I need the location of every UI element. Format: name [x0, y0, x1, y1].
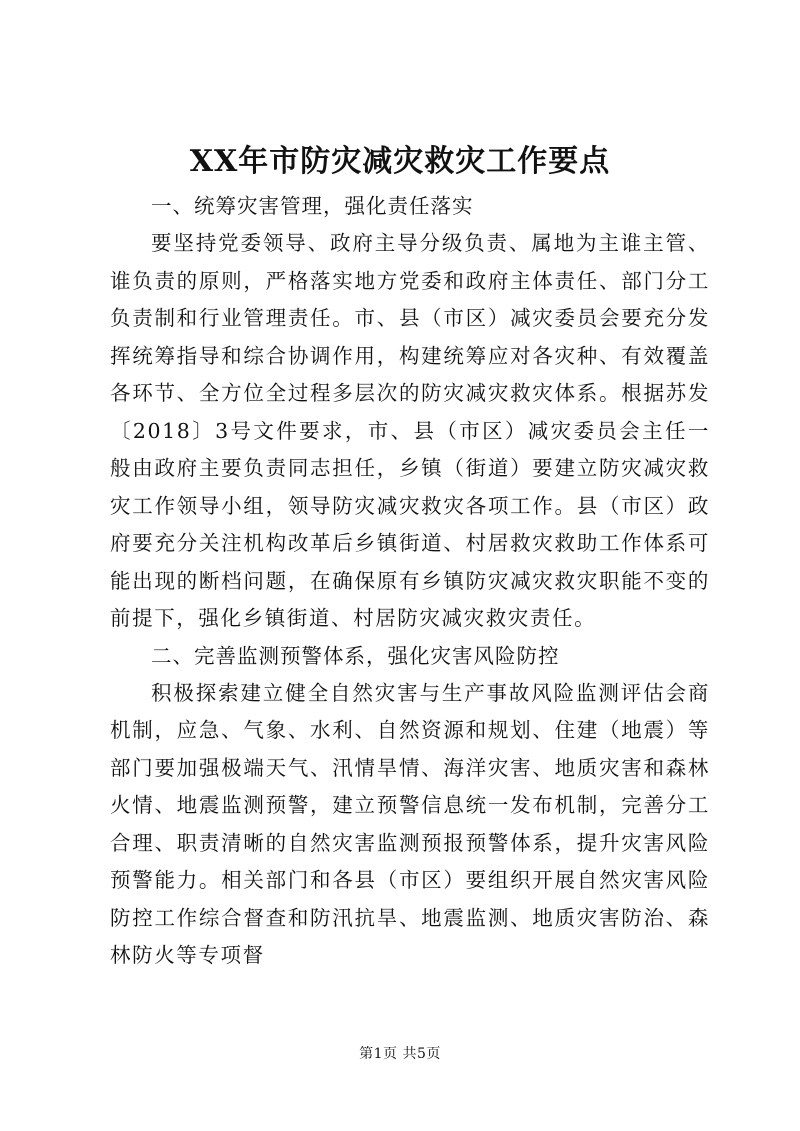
document-body: [110, 188, 710, 975]
section-paragraph-2: 积极探索建立健全自然灾害与生产事故风险监测评估会商机制，应急、气象、水利、自然资源和规划、住建（地震）等部门要加强极端天气、汛情旱情、海洋灾害、地质灾害和森林火情、地震监测预警，建立预警信息统一发布机制，完善分工合理、职责清晰的自然灾害监测预报预警体系，提升灾害风险预警能力。相关部门和各县（市区）要组织开展自然灾害风险防控工作综合督查和防汛抗旱、地震监测、地质灾害防治、森林防火等专项督: [110, 680, 710, 967]
section-heading-2: 二、完善监测预警体系，强化灾害风险防控: [151, 643, 560, 668]
section-paragraph-1: 要坚持党委领导、政府主导分级负责、属地为主谁主管、谁负责的原则，严格落实地方党委和政府主体责任、部门分工负责制和行业管理责任。市、县（市区）减灾委员会要充分发挥统筹指导和综合协调作用，构建统筹应对各灾种、有效覆盖各环节、全方位全过程多层次的防灾减灾救灾体系。根据苏发〔2018〕3号文件要求，市、县（市区）减灾委员会主任一般由政府主要负责同志担任，乡镇（街道）要建立防灾减灾救灾工作领导小组，领导防灾减灾救灾各项工作。县（市区）政府要充分关注机构改革后乡镇街道、村居救灾救助工作体系可能出现的断档问题，在确保原有乡镇防灾减灾救灾职能不变的前提下，强化乡镇街道、村居防灾减灾救灾责任。: [110, 231, 710, 630]
page-footer: 第1页 共5页: [359, 1046, 441, 1062]
document-title: XX年市防灾减灾救灾工作要点: [189, 144, 611, 179]
section-heading-1: 一、统筹灾害管理，强化责任落实: [151, 194, 474, 218]
